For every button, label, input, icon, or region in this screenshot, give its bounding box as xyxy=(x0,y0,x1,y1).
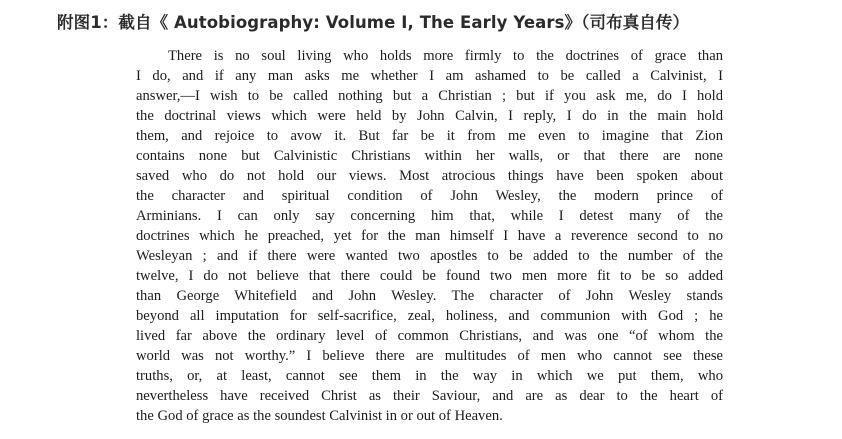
excerpt-line: contains none but Calvinistic Christians within her walls, or that there are none xyxy=(136,148,723,164)
excerpt-line: the God of grace as the soundest Calvinist in or out of Heaven. xyxy=(136,408,503,424)
excerpt-line: Arminians. I can only say concerning him that, while I detest many of the xyxy=(136,208,723,224)
excerpt-line: than George Whitefield and John Wesley. The character of John Wesley stands xyxy=(136,288,723,304)
excerpt-line: There is no soul living who holds more firmly to the doctrines of grace than xyxy=(168,48,723,64)
excerpt-line: world was not worthy.” I believe there are multitudes of men who cannot see these xyxy=(136,348,723,364)
excerpt-line: twelve, I do not believe that there could be found two men more fit to be so added xyxy=(136,268,723,284)
excerpt-line: them, and rejoice to avow it. But far be it from me even to imagine that Zion xyxy=(136,128,723,144)
excerpt-line: lived far above the ordinary level of common Christians, and was one “of whom the xyxy=(136,328,723,344)
excerpt-line: Wesleyan ; and if there were wanted two apostles to be added to the number of the xyxy=(136,248,723,264)
excerpt-line: nevertheless have received Christ as their Saviour, and are as dear to the heart of xyxy=(136,388,723,404)
excerpt-line: saved who do not hold our views. Most atrocious things have been spoken about xyxy=(136,168,723,184)
excerpt-line: doctrines which he preached, yet for the man himself I have a reverence second to no xyxy=(136,228,723,244)
excerpt-line: I do, and if any man asks me whether I am ashamed to be called a Calvinist, I xyxy=(136,68,723,84)
excerpt-line: truths, or, at least, cannot see them in the way in which we put them, who xyxy=(136,368,723,384)
excerpt-line: beyond all imputation for self-sacrifice, zeal, holiness, and communion with God ; he xyxy=(136,308,723,324)
excerpt-line: the character and spiritual condition of John Wesley, the modern prince of xyxy=(136,188,723,204)
scanned-excerpt xyxy=(120,42,740,434)
excerpt-line: answer,—I wish to be called nothing but a Christian ; but if you ask me, do I hold xyxy=(136,88,723,104)
excerpt-line: the doctrinal views which were held by John Calvin, I reply, I do in the main hold xyxy=(136,108,723,124)
figure-caption: 附图1：截自《 Autobiography: Volume I, The Early Years》（司布真自传） xyxy=(57,13,690,32)
